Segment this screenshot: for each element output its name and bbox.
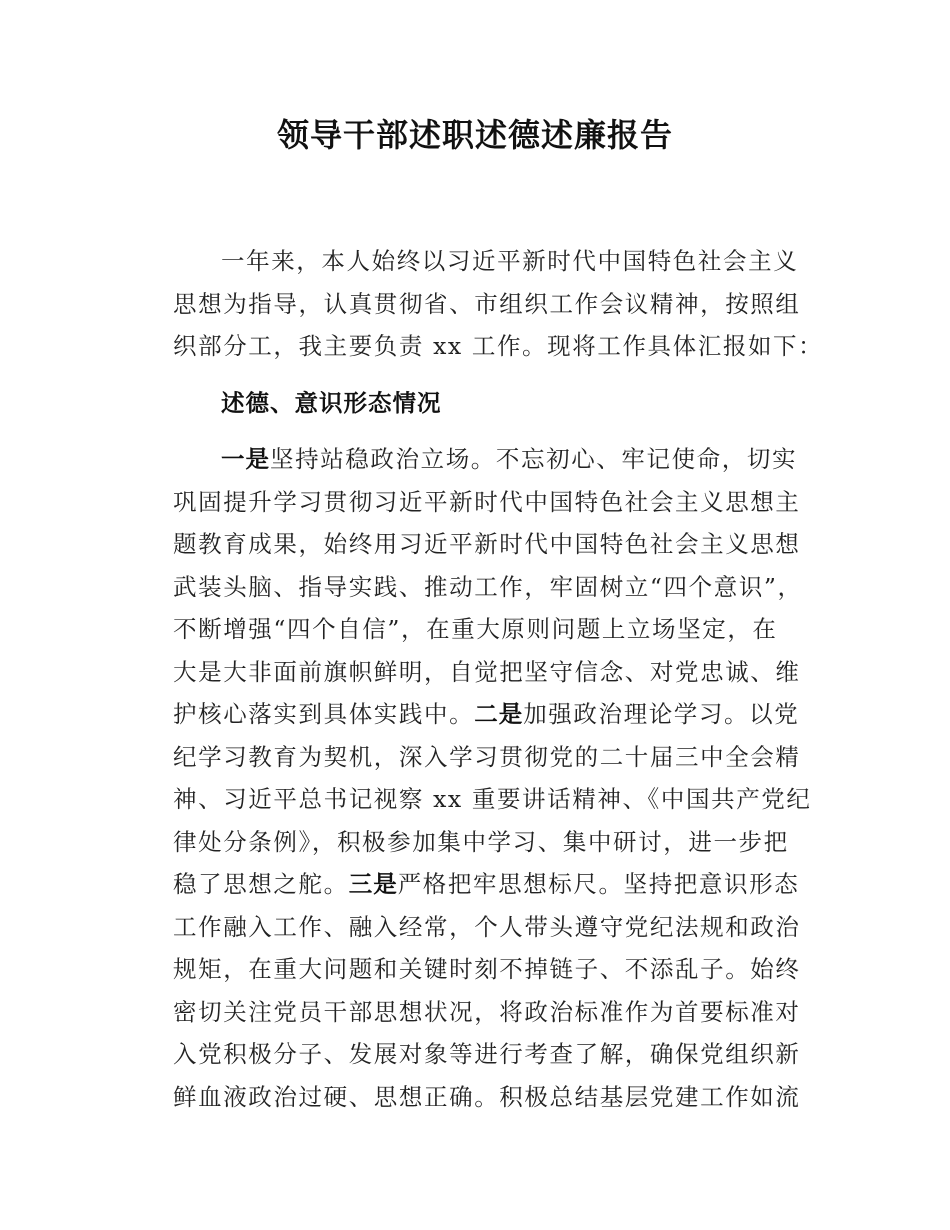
paragraph-line: 不断增强“四个自信”，在重大原则问题上立场坚定，在 xyxy=(173,615,778,643)
document-body xyxy=(173,240,824,1118)
paragraph-line xyxy=(173,693,801,736)
intro-line: 一年来，本人始终以习近平新时代中国特色社会主义 xyxy=(221,247,799,275)
paragraph-text: 护核心落实到具体实践中。 xyxy=(173,700,475,728)
paragraph-line: 大是大非面前旗帜鲜明，自觉把坚守信念、对党忠诚、维 xyxy=(173,657,801,686)
paragraph-line: 武装头脑、指导实践、推动工作，牢固树立“四个意识”， xyxy=(173,572,803,601)
section-heading: 述德、意识形态情况 xyxy=(221,388,442,417)
intro-line: 织部分工，我主要负责 xx 工作。现将工作具体汇报如下： xyxy=(173,332,824,360)
paragraph-text: 坚持站稳政治立场。不忘初心、牢记使命，切实 xyxy=(270,445,798,473)
paragraph-line: 密切关注党员干部思想状况，将政治标准作为首要标准对 xyxy=(173,997,801,1026)
document-title: 领导干部述职述德述廉报告 xyxy=(276,116,673,154)
paragraph-line: 工作融入工作、融入经常，个人带头遵守党纪法规和政治 xyxy=(173,912,801,941)
point-marker: 二是 xyxy=(474,700,524,728)
paragraph-text: 严格把牢思想标尺。坚持把意识形态 xyxy=(397,870,800,898)
paragraph-line: 巩固提升学习贯彻习近平新时代中国特色社会主义思想主 xyxy=(173,487,801,516)
intro-line: 思想为指导，认真贯彻省、市组织工作会议精神，按照组 xyxy=(173,289,801,318)
paragraph-line xyxy=(173,438,801,481)
paragraph-line: 题教育成果，始终用习近平新时代中国特色社会主义思想 xyxy=(173,530,801,558)
paragraph-line: 神、习近平总书记视察 xx 重要讲话精神、《中国共产党纪 xyxy=(173,785,812,813)
paragraph-line: 纪学习教育为契机，深入学习贯彻党的二十届三中全会精 xyxy=(173,742,801,771)
paragraph-text: 稳了思想之舵。 xyxy=(173,870,349,898)
paragraph-text: 加强政治理论学习。以党 xyxy=(523,700,800,728)
paragraph-line: 入党积极分子、发展对象等进行考查了解，确保党组织新 xyxy=(173,1040,801,1068)
paragraph-line xyxy=(173,863,801,906)
paragraph-line: 鲜血液政治过硬、思想正确。积极总结基层党建工作如流 xyxy=(173,1082,801,1111)
point-marker: 三是 xyxy=(348,870,398,898)
paragraph-line: 律处分条例》，积极参加集中学习、集中研讨，进一步把 xyxy=(173,827,789,856)
paragraph-line: 规矩，在重大问题和关键时刻不掉链子、不添乱子。始终 xyxy=(173,955,801,983)
spacer xyxy=(173,424,801,438)
spacer xyxy=(173,368,801,382)
point-marker: 一是 xyxy=(221,445,270,473)
